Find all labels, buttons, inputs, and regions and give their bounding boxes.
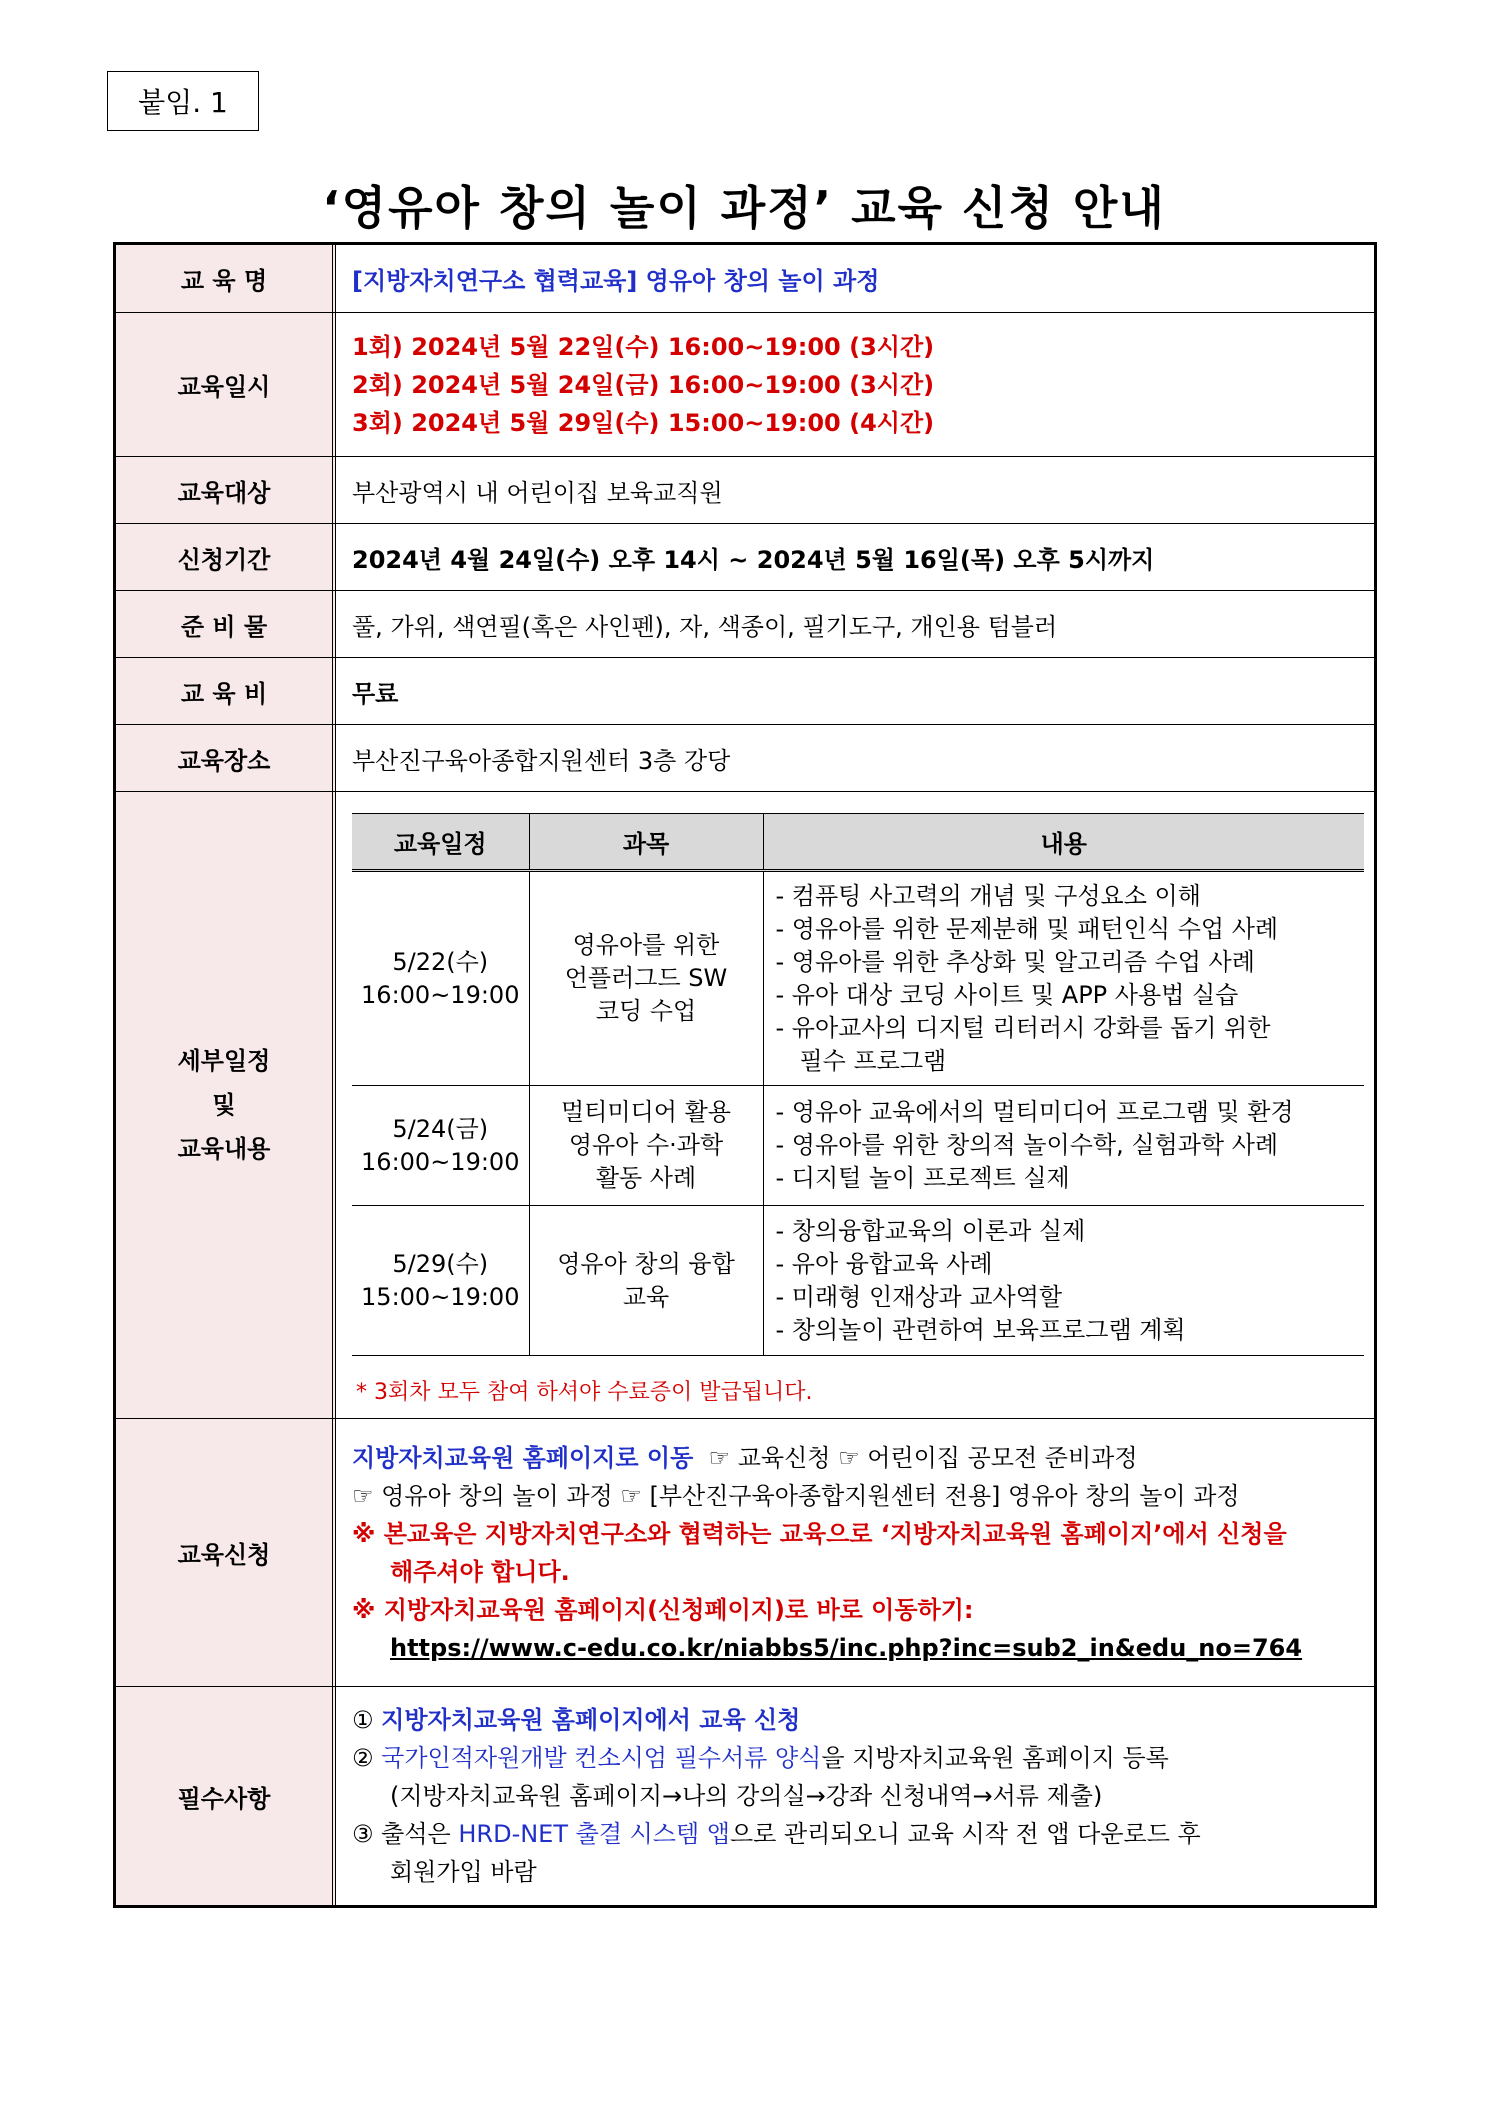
apply-notice-1: ※ 본교육은 지방자치연구소와 협력하는 교육으로 ‘지방자치교육원 홈페이지’에서 신청을 [352, 1519, 1287, 1548]
row-required: 필수사항 ① 지방자치교육원 홈페이지에서 교육 신청 ② 국가인적자원개발 컨소시엄 필수서류 양식을 지방자치교육원 홈페이지 등록 (지방자치교육원 홈페이지→나의 강의실→강좌 신청내역→서류 제출) ③ 출석은 HRD-NET 출결 시스템 앱으로 관리되오니 교육 시작 전 앱 다운로드 후 회원가입 바람 [116, 1687, 1374, 1905]
required-3-app: HRD-NET 출결 시스템 앱 [458, 1820, 730, 1848]
label-name: 교 육 명 [116, 245, 336, 312]
row-target [116, 457, 1374, 524]
label-period: 신청기간 [116, 524, 336, 590]
label-apply: 교육신청 [116, 1419, 336, 1686]
info-table [113, 242, 1377, 1908]
apply-path-1: ☞ 교육신청 ☞ 어린이집 공모전 준비과정 [708, 1443, 1138, 1472]
row-period [116, 524, 1374, 591]
place-value: 부산진구육아종합지원센터 3층 강당 [352, 746, 731, 775]
apply-notice-2: 해주셔야 합니다. [390, 1557, 570, 1586]
header-schedule: 교육일정 [352, 814, 529, 871]
label-fee: 교 육 비 [116, 658, 336, 724]
schedule-row: 5/29(수) 15:00~19:00 영유아 창의 융합 교육 - 창의융합교육의 이론과 실제 - 유아 융합교육 사례 - 미래형 인재상과 교사역할 - 창의놀이 관련하여 보육프로그램 계획 [352, 1206, 1364, 1356]
apply-direct-link-label: ※ 지방자치교육원 홈페이지(신청페이지)로 바로 이동하기: [352, 1595, 974, 1624]
supplies-value: 풀, 가위, 색연필(혹은 사인펜), 자, 색종이, 필기도구, 개인용 텀블러 [352, 612, 1058, 641]
page-title: ‘영유아 창의 놀이 과정’ 교육 신청 안내 [322, 181, 1166, 235]
homepage-link[interactable]: 지방자치교육원 홈페이지로 이동 [352, 1443, 694, 1472]
schedule-header-row [352, 814, 1364, 871]
schedule-table [352, 813, 1364, 1356]
apply-url-link[interactable]: https://www.c-edu.co.kr/niabbs5/inc.php?inc=sub2_in&edu_no=764 [390, 1633, 1303, 1662]
row-place [116, 725, 1374, 792]
label-supplies: 준 비 물 [116, 591, 336, 657]
required-2-form: 국가인적자원개발 컨소시엄 필수서류 양식 [381, 1744, 822, 1772]
row-supplies [116, 591, 1374, 658]
certificate-note: * 3회차 모두 참여 하셔야 수료증이 발급됩니다. [356, 1380, 813, 1405]
row-apply [116, 1419, 1374, 1687]
label-place: 교육장소 [116, 725, 336, 791]
header-subject: 과목 [529, 814, 763, 871]
label-required: 필수사항 [116, 1687, 336, 1905]
session-1-datetime: 1회) 2024년 5월 22일(수) 16:00~19:00 (3시간) [352, 332, 935, 361]
fee-value: 무료 [352, 679, 399, 708]
schedule-row: 5/24(금) 16:00~19:00 멀티미디어 활용 영유아 수·과학 활동 사례 - 영유아 교육에서의 멀티미디어 프로그램 및 환경 - 영유아를 위한 창의적 놀이수학, 실험과학 사례 - 디지털 놀이 프로젝트 실제 [352, 1086, 1364, 1206]
label-date: 교육일시 [116, 313, 336, 456]
session-3-datetime: 3회) 2024년 5월 29일(수) 15:00~19:00 (4시간) [352, 408, 935, 437]
required-3-signup: 회원가입 바람 [390, 1858, 537, 1886]
row-name [116, 245, 1374, 313]
required-2-path: (지방자치교육원 홈페이지→나의 강의실→강좌 신청내역→서류 제출) [390, 1782, 1103, 1810]
row-fee [116, 658, 1374, 725]
period-value: 2024년 4월 24일(수) 오후 14시 ~ 2024년 5월 16일(목) 오후 5시까지 [352, 545, 1155, 574]
row-date [116, 313, 1374, 457]
label-detail: 세부일정 및 교육내용 [116, 792, 336, 1418]
schedule-row: 5/22(수) 16:00~19:00 영유아를 위한 언플러그드 SW 코딩 수업 - 컴퓨팅 사고력의 개념 및 구성요소 이해 - 영유아를 위한 문제분해 및 패턴인식 수업 사례 - 영유아를 위한 추상화 및 알고리즘 수업 사례 - 유아 대상 코딩 사이트 및 APP 사용법 실습 - 유아교사의 디지털 리터러시 강화를 돕기 위한 필수 프로그램 [352, 871, 1364, 1086]
header-content: 내용 [763, 814, 1364, 871]
label-target: 교육대상 [116, 457, 336, 523]
apply-path-2: ☞ 영유아 창의 놀이 과정 ☞ [부산진구육아종합지원센터 전용] 영유아 창의 놀이 과정 [352, 1481, 1240, 1510]
required-1: 지방자치교육원 홈페이지에서 교육 신청 [381, 1706, 801, 1734]
session-2-datetime: 2회) 2024년 5월 24일(금) 16:00~19:00 (3시간) [352, 370, 935, 399]
target-value: 부산광역시 내 어린이집 보육교직원 [352, 478, 723, 507]
course-name: [지방자치연구소 협력교육] 영유아 창의 놀이 과정 [352, 267, 880, 295]
attachment-tag: 붙임. 1 [107, 71, 259, 131]
